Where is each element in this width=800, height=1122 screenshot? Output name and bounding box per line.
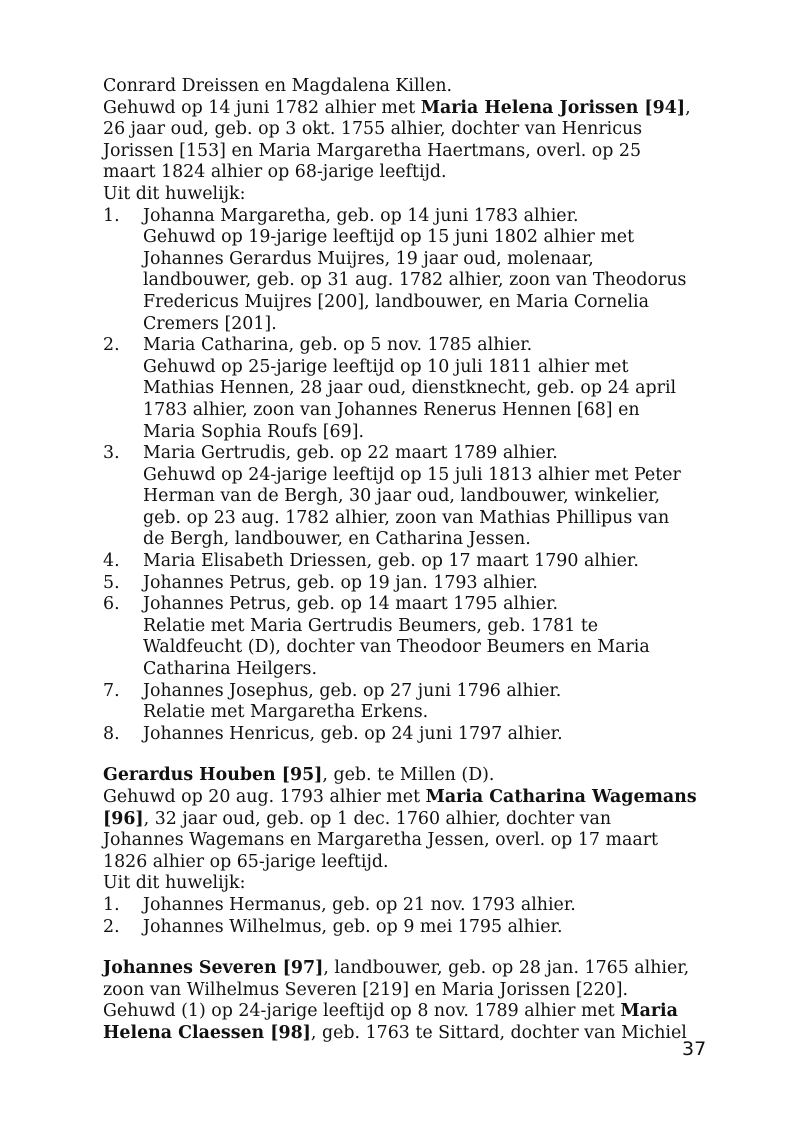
- text-line: Mathias Hennen, 28 jaar oud, dienstknecht, geb. op 24 april: [143, 378, 677, 399]
- list-number: 6.: [103, 594, 120, 615]
- list-item: [103, 681, 703, 724]
- text-span: Johannes Henricus, geb. op 24 juni 1797 alhier.: [143, 723, 563, 744]
- text-span: Johannes Petrus, geb. op 19 jan. 1793 alhier.: [143, 572, 538, 593]
- text-span: Johannes Petrus, geb. op 14 maart 1795 alhier.: [143, 594, 559, 615]
- text-line: Maria Sophia Roufs [69].: [143, 421, 365, 442]
- text-line: Jorissen [153] en Maria Margaretha Haertmans, overl. op 25: [103, 140, 642, 161]
- list-item: [103, 594, 703, 680]
- paragraph-gap: [103, 745, 703, 765]
- text-line: [103, 958, 703, 980]
- text-span: Maria Catharina, geb. op 5 nov. 1785 alhier.: [143, 335, 533, 356]
- list-number: 3.: [103, 443, 120, 464]
- list-number: 7.: [103, 680, 120, 701]
- list-number: 1.: [103, 894, 120, 915]
- text-line: 1783 alhier, zoon van Johannes Renerus Hennen [68] en: [143, 399, 640, 420]
- text-span: Maria Gertrudis, geb. op 22 maart 1789 alhier.: [143, 443, 558, 464]
- text-line: Herman van de Bergh, 30 jaar oud, landbouwer, winkelier,: [143, 486, 661, 507]
- text-line: [103, 1001, 703, 1023]
- entry-houben: [103, 765, 703, 938]
- text-line: Conrard Dreissen en Magdalena Killen.: [103, 76, 453, 96]
- text-line: [103, 443, 703, 465]
- text-span: , 32 jaar oud, geb. op 1 dec. 1760 alhier, dochter van: [143, 808, 612, 829]
- text-line: [103, 787, 703, 809]
- text-line: Johannes Wagemans en Margaretha Jessen, overl. op 17 maart: [103, 830, 659, 851]
- person-name-bold: Maria Catharina Wagemans: [425, 787, 697, 807]
- list-number: 4.: [103, 551, 120, 572]
- text-line: Relatie met Margaretha Erkens.: [143, 702, 429, 723]
- list-item: [103, 917, 703, 939]
- text-line: Gehuwd op 25-jarige leeftijd op 10 juli 1811 alhier met: [143, 356, 629, 377]
- children-heading: Uit dit huwelijk:: [103, 183, 246, 204]
- text-line: [103, 594, 703, 616]
- list-item: [103, 895, 703, 917]
- person-name-bold: Gerardus Houben [95]: [103, 765, 323, 786]
- person-name-bold: Maria Helena Jorissen [94]: [420, 97, 686, 118]
- text-line: [103, 551, 703, 573]
- list-item: [103, 551, 703, 573]
- text-line: maart 1824 alhier op 68-jarige leeftijd.: [103, 162, 447, 183]
- person-ref-bold: [96]: [103, 808, 144, 829]
- text-line: landbouwer, geb. op 31 aug. 1782 alhier, zoon van Theodorus: [143, 270, 687, 291]
- text-line: [103, 681, 703, 703]
- paragraph-gap: [103, 938, 703, 958]
- list-number: 1.: [103, 205, 120, 226]
- text-span: Johannes Josephus, geb. op 27 juni 1796 alhier.: [143, 680, 562, 701]
- text-span: Gehuwd op 20 aug. 1793 alhier met: [103, 787, 426, 807]
- person-name-bold: Johannes Severen [97]: [103, 958, 324, 979]
- text-span: Gehuwd op 14 juni 1782 alhier met: [103, 97, 421, 118]
- text-span: Johanna Margaretha, geb. op 14 juni 1783 alhier.: [143, 205, 579, 226]
- text-line: [103, 206, 703, 228]
- text-span: Johannes Wilhelmus, geb. op 9 mei 1795 alhier.: [143, 916, 563, 937]
- list-item: [103, 443, 703, 551]
- text-line: Johannes Gerardus Muijres, 19 jaar oud, molenaar,: [143, 248, 594, 269]
- list-item: [103, 206, 703, 336]
- text-span: , landbouwer, geb. op 28 jan. 1765 alhier,: [323, 958, 690, 979]
- text-span: Maria Elisabeth Driessen, geb. op 17 maart 1790 alhier.: [143, 551, 639, 572]
- text-line: [103, 573, 703, 595]
- text-line: Catharina Heilgers.: [143, 659, 317, 680]
- text-line: Gehuwd op 24-jarige leeftijd op 15 juli 1813 alhier met Peter: [143, 464, 681, 485]
- text-span: Gehuwd (1) op 24-jarige leeftijd op 8 nov. 1789 alhier met: [103, 1001, 621, 1022]
- text-line: [103, 809, 703, 831]
- text-line: 1826 alhier op 65-jarige leeftijd.: [103, 851, 389, 872]
- list-number: 2.: [103, 916, 120, 937]
- list-item: [103, 724, 703, 746]
- list-item: [103, 573, 703, 595]
- list-item: [103, 335, 703, 443]
- person-name-bold: Maria: [620, 1001, 678, 1022]
- list-number: 5.: [103, 572, 120, 593]
- list-number: 2.: [103, 335, 120, 356]
- text-line: 26 jaar oud, geb. op 3 okt. 1755 alhier, dochter van Henricus: [103, 119, 643, 140]
- text-line: de Bergh, landbouwer, en Catharina Jessen.: [143, 529, 531, 550]
- person-name-bold: Helena Claessen [98]: [103, 1022, 311, 1043]
- entry-jorissen: [103, 76, 703, 745]
- text-line: Waldfeucht (D), dochter van Theodoor Beumers en Maria: [143, 637, 650, 658]
- text-line: [103, 765, 703, 787]
- children-list: [103, 206, 703, 746]
- text-line: [103, 724, 703, 746]
- children-list: [103, 895, 703, 938]
- text-line: Gehuwd op 19-jarige leeftijd op 15 juni 1802 alhier met: [143, 227, 635, 248]
- text-line: Cremers [201].: [143, 313, 277, 334]
- text-line: [103, 1023, 703, 1045]
- text-span: , geb. 1763 te Sittard, dochter van Michiel: [310, 1022, 687, 1043]
- text-line: Fredericus Muijres [200], landbouwer, en Maria Cornelia: [143, 291, 649, 312]
- text-line: [103, 335, 703, 357]
- list-number: 8.: [103, 723, 120, 744]
- text-span: ,: [685, 97, 691, 118]
- text-line: zoon van Wilhelmus Severen [219] en Maria Jorissen [220].: [103, 979, 629, 1000]
- text-line: geb. op 23 aug. 1782 alhier, zoon van Mathias Phillipus van: [143, 507, 670, 528]
- entry-severen: [103, 958, 703, 1044]
- children-heading: Uit dit huwelijk:: [103, 873, 246, 894]
- page-body: [103, 76, 703, 1045]
- text-line: [103, 98, 703, 120]
- text-line: Relatie met Maria Gertrudis Beumers, geb. 1781 te: [143, 615, 599, 636]
- text-span: Johannes Hermanus, geb. op 21 nov. 1793 alhier.: [143, 894, 576, 915]
- page-number: 37: [682, 1038, 707, 1060]
- text-span: , geb. te Millen (D).: [322, 765, 495, 786]
